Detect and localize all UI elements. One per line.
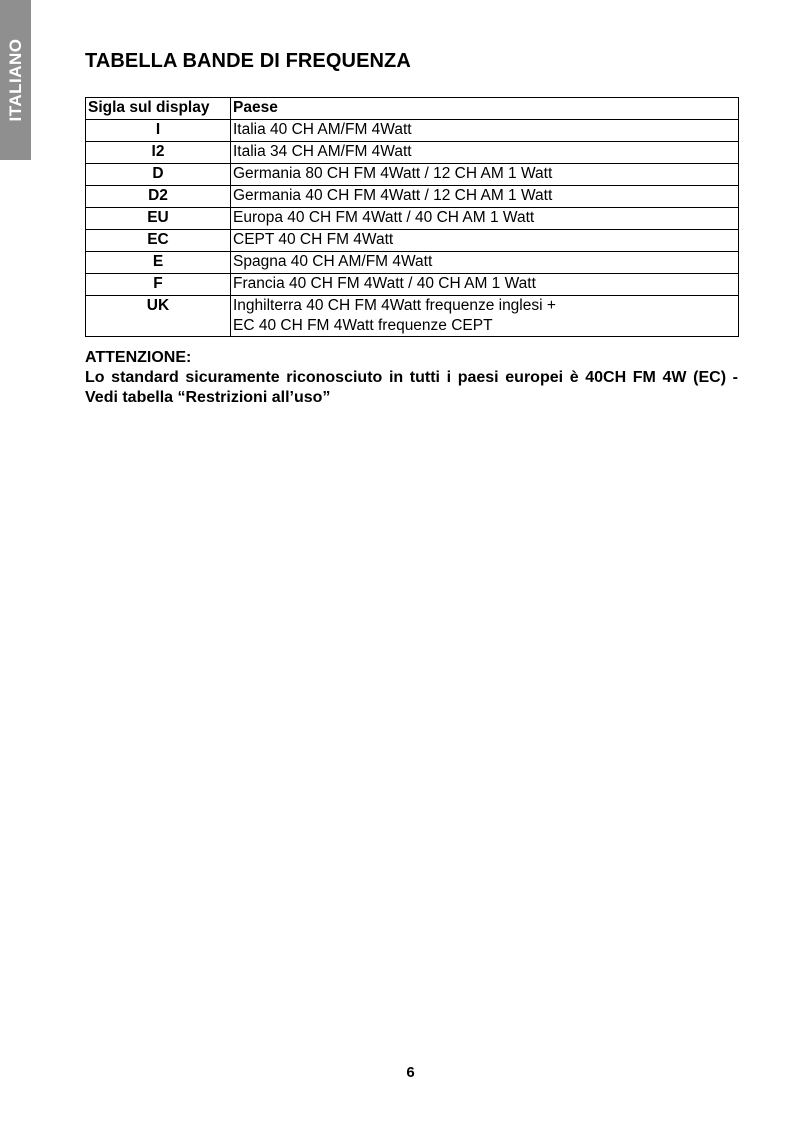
display-code-cell: EC: [86, 230, 231, 252]
country-line: CEPT 40 CH FM 4Watt: [233, 231, 394, 248]
country-cell: [231, 274, 739, 296]
country-line: Italia 34 CH AM/FM 4Watt: [233, 143, 412, 160]
country-line: Germania 40 CH FM 4Watt / 12 CH AM 1 Watt: [233, 187, 553, 204]
display-code-cell: D: [86, 164, 231, 186]
country-line: Francia 40 CH FM 4Watt / 40 CH AM 1 Watt: [233, 275, 536, 292]
display-code-cell: E: [86, 252, 231, 274]
country-cell: [231, 120, 739, 142]
table-row: [86, 252, 739, 274]
country-line: Europa 40 CH FM 4Watt / 40 CH AM 1 Watt: [233, 209, 535, 226]
table-header-row: [86, 98, 739, 120]
table-row: [86, 230, 739, 252]
country-cell: [231, 296, 739, 337]
table-row: [86, 120, 739, 142]
attention-notice: [85, 348, 738, 408]
country-line: Inghilterra 40 CH FM 4Watt frequenze inglesi +: [233, 297, 556, 314]
page-title: TABELLA BANDE DI FREQUENZA: [85, 50, 411, 72]
attention-text: Lo standard sicuramente riconosciuto in tutti i paesi europei è 40CH FM 4W (EC) - Vedi tabella “Restrizioni all’uso”: [85, 369, 738, 406]
country-line: Spagna 40 CH AM/FM 4Watt: [233, 253, 433, 270]
display-code-cell: EU: [86, 208, 231, 230]
table-row: [86, 208, 739, 230]
country-cell: [231, 252, 739, 274]
country-cell: [231, 142, 739, 164]
attention-heading: ATTENZIONE:: [85, 349, 192, 366]
display-code-cell: F: [86, 274, 231, 296]
country-cell: [231, 186, 739, 208]
column-header-display-code: Sigla sul display: [86, 98, 231, 120]
country-line: Italia 40 CH AM/FM 4Watt: [233, 121, 412, 138]
column-header-country: Paese: [231, 98, 739, 120]
table-row: [86, 274, 739, 296]
table-row: [86, 186, 739, 208]
country-cell: [231, 164, 739, 186]
frequency-bands-table: [85, 97, 739, 337]
country-cell: [231, 230, 739, 252]
country-cell: [231, 208, 739, 230]
country-line: EC 40 CH FM 4Watt frequenze CEPT: [233, 317, 493, 334]
table-row: [86, 296, 739, 337]
page-number: 6: [406, 1064, 415, 1081]
table-row: [86, 142, 739, 164]
table-row: [86, 164, 739, 186]
display-code-cell: UK: [86, 296, 231, 337]
language-side-tab: [0, 0, 31, 160]
display-code-cell: I: [86, 120, 231, 142]
display-code-cell: D2: [86, 186, 231, 208]
language-label: ITALIANO: [6, 38, 25, 122]
display-code-cell: I2: [86, 142, 231, 164]
country-line: Germania 80 CH FM 4Watt / 12 CH AM 1 Watt: [233, 165, 553, 182]
